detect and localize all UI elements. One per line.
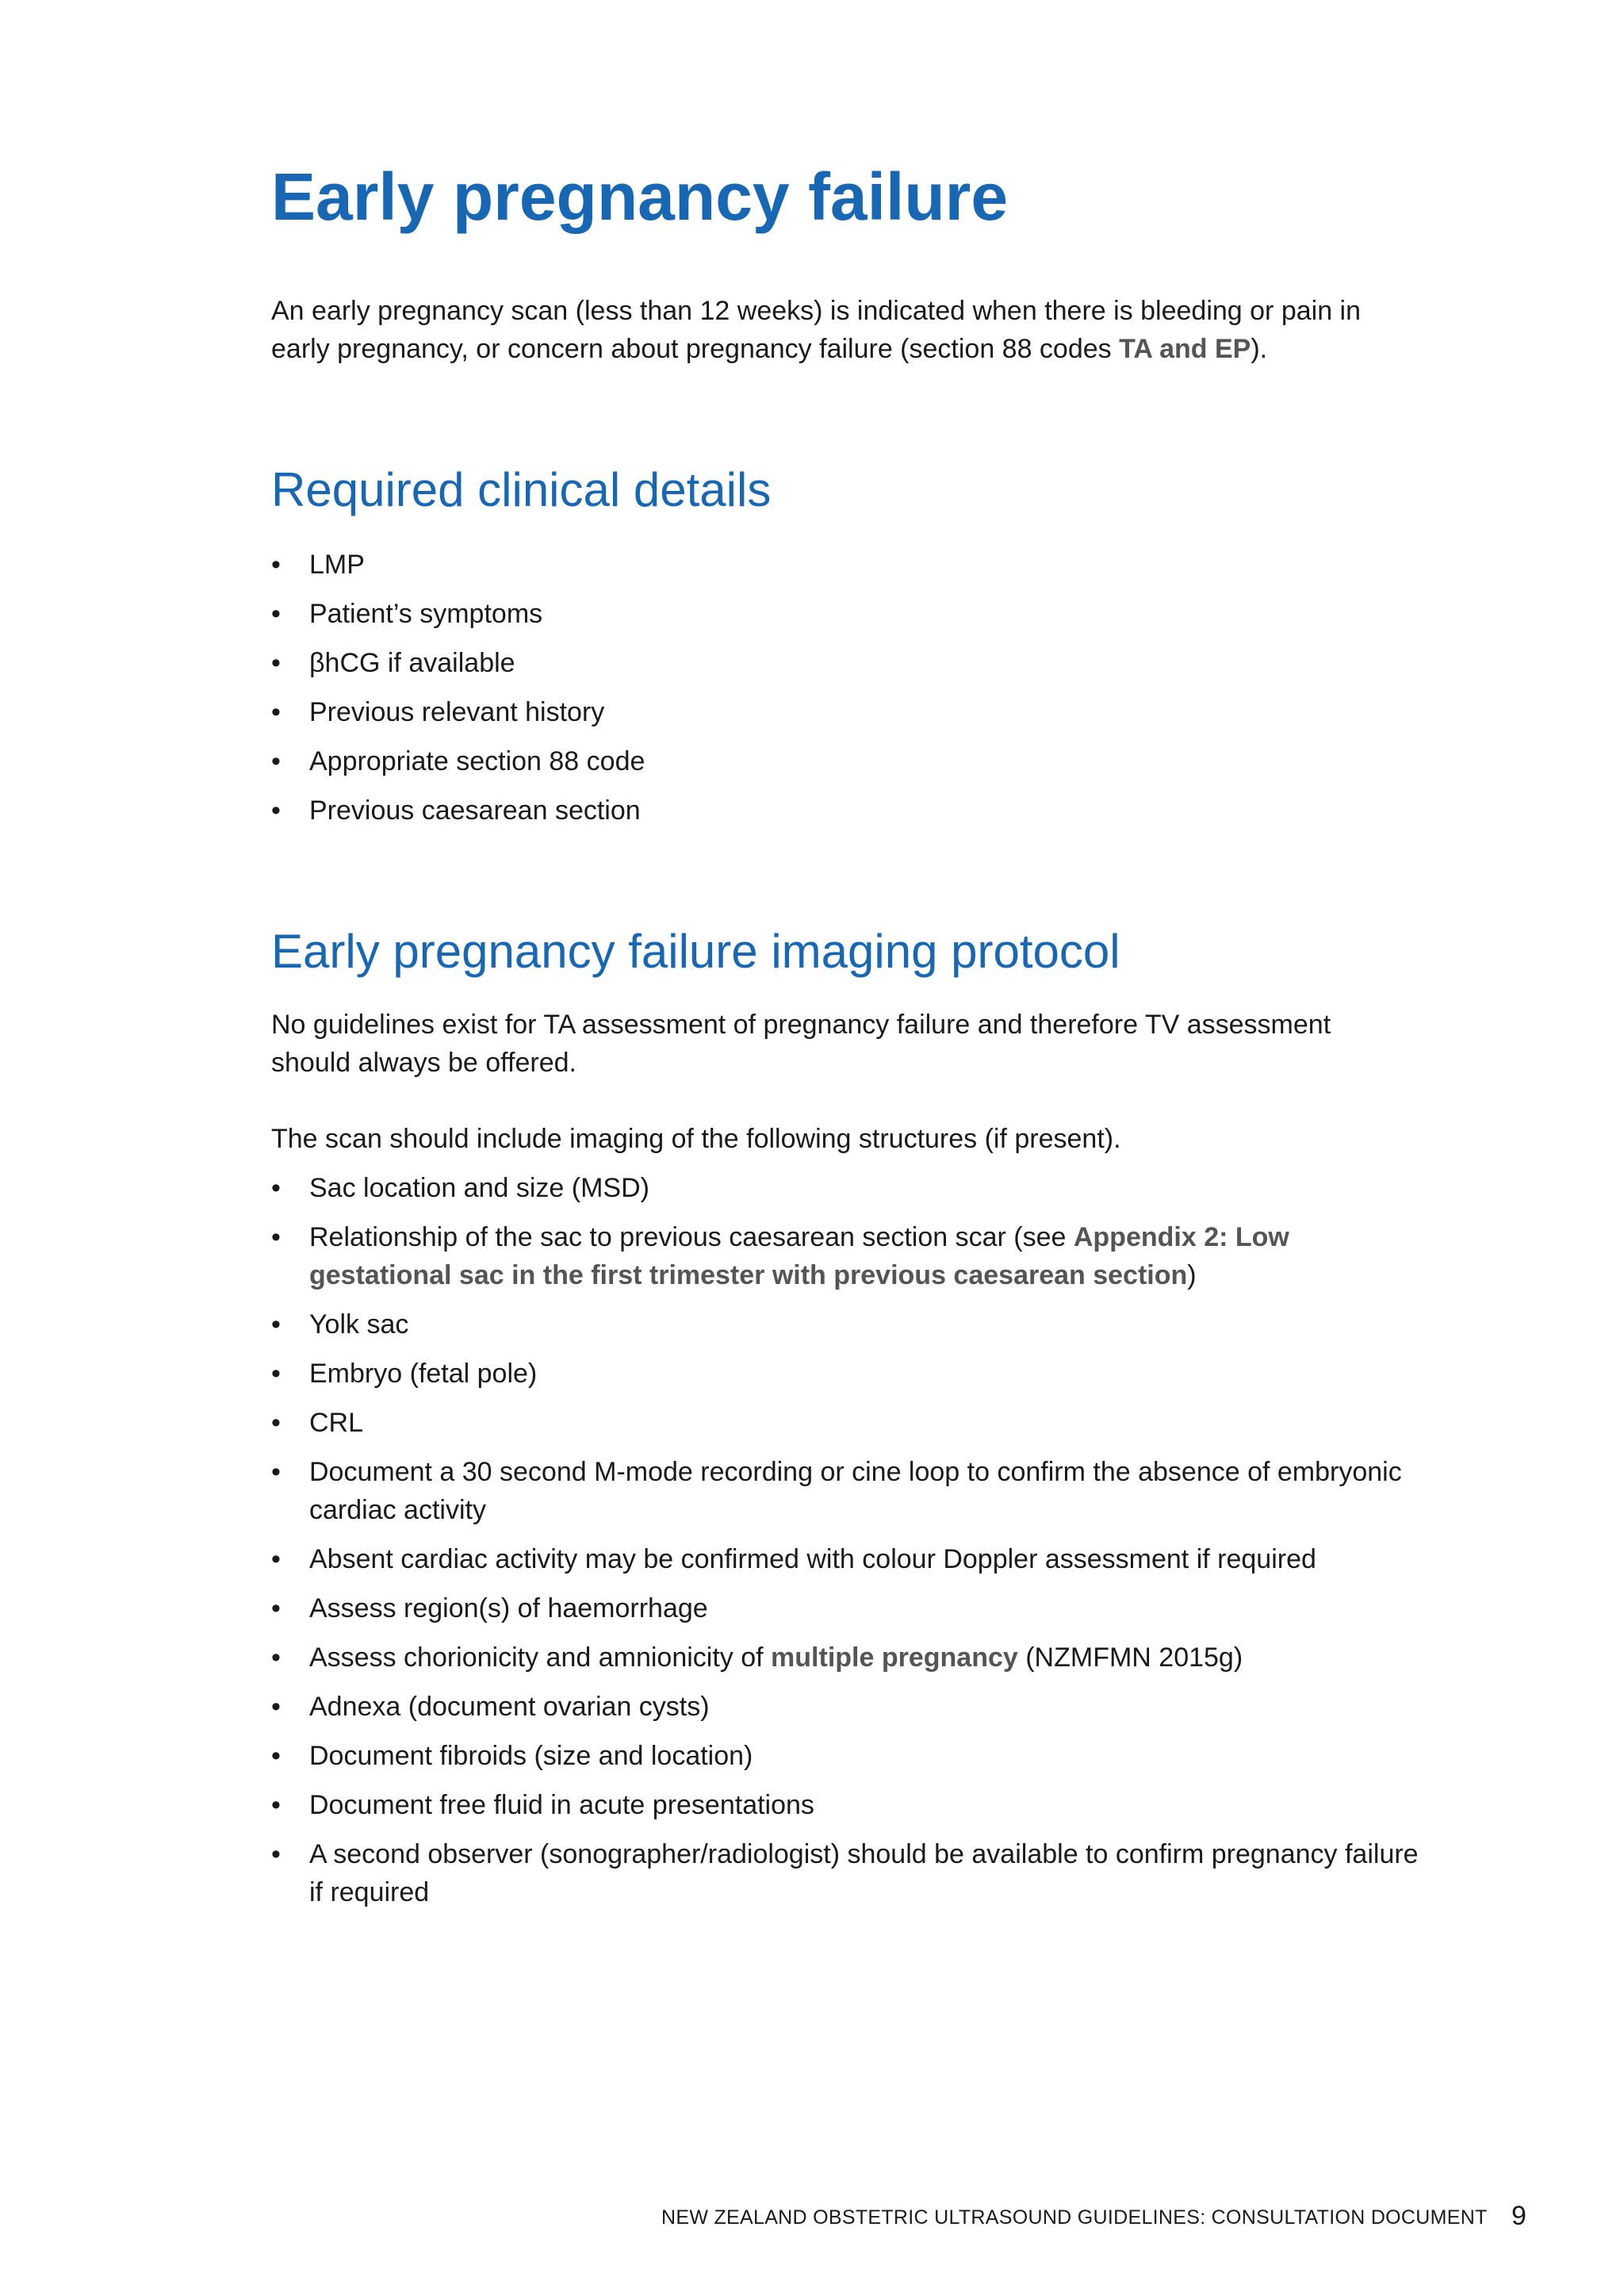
page-number: 9 (1511, 2201, 1526, 2231)
list-item (271, 1589, 1429, 1627)
list-item-text: Document a 30 second M-mode recording or cine loop to confirm the absence of embryonic cardiac activity (309, 1457, 1402, 1525)
bullet-icon: • (271, 1790, 281, 1820)
list-item (271, 1355, 1429, 1393)
list-item (271, 1169, 1429, 1207)
bullet-icon: • (271, 1642, 281, 1673)
list-item-text: LMP (309, 550, 365, 580)
list-item (271, 1218, 1429, 1294)
bullet-icon: • (271, 1544, 281, 1574)
intro-paragraph (271, 292, 1413, 368)
list-item-text: Adnexa (document ovarian cysts) (309, 1692, 710, 1722)
list-item-text: Assess region(s) of haemorrhage (309, 1593, 708, 1623)
list-item (271, 1786, 1429, 1824)
list-item (271, 1737, 1429, 1775)
bullet-icon: • (271, 1408, 281, 1438)
appendix-2-link[interactable]: Appendix 2: Low gestational sac in the first trimester with previous caesarean section (309, 1222, 1289, 1290)
list-item (271, 1540, 1429, 1578)
list-item-text-end: ) (1187, 1260, 1197, 1290)
bullet-icon: • (271, 599, 281, 629)
list-item (271, 693, 1429, 731)
protocol-paragraph-1: No guidelines exist for TA assessment of pregnancy failure and therefore TV assessment should always be offered. (271, 1010, 1331, 1078)
list-item (271, 1404, 1429, 1442)
list-item (271, 1835, 1429, 1911)
intro-text: An early pregnancy scan (less than 12 weeks) is indicated when there is bleeding or pain in early pregnancy, or concern about pregnancy failure (section 88 codes (271, 296, 1362, 364)
clinical-details-list (271, 546, 1429, 841)
bullet-icon: • (271, 795, 281, 826)
list-item (271, 1453, 1429, 1529)
page-footer: NEW ZEALAND OBSTETRIC ULTRASOUND GUIDELINES: CONSULTATION DOCUMENT (661, 2206, 1488, 2229)
list-item-text: Assess chorionicity and amnionicity of (309, 1642, 772, 1673)
list-item (271, 644, 1429, 682)
section-heading-imaging-protocol: Early pregnancy failure imaging protocol (271, 925, 1120, 978)
bullet-icon: • (271, 1692, 281, 1722)
imaging-structures-list (271, 1169, 1429, 1922)
list-item-text: A second observer (sonographer/radiologist) should be available to confirm pregnancy failure if required (309, 1839, 1419, 1907)
list-item-text: βhCG if available (309, 648, 515, 678)
protocol-paragraph-2: The scan should include imaging of the following structures (if present). (271, 1124, 1121, 1154)
intro-codes-link[interactable]: TA and EP (1119, 334, 1251, 364)
bullet-icon: • (271, 746, 281, 776)
list-item (271, 1639, 1429, 1677)
bullet-icon: • (271, 1222, 281, 1252)
list-item-text: Previous relevant history (309, 697, 605, 727)
list-item-text: Document free fluid in acute presentations (309, 1790, 814, 1820)
list-item-text: Document fibroids (size and location) (309, 1741, 753, 1771)
intro-text-end: ). (1251, 334, 1268, 364)
list-item-text: Embryo (fetal pole) (309, 1359, 538, 1389)
section-heading-clinical-details: Required clinical details (271, 463, 772, 516)
list-item-text: Previous caesarean section (309, 795, 641, 826)
list-item-text: Patient’s symptoms (309, 599, 543, 629)
list-item (271, 1305, 1429, 1343)
bullet-icon: • (271, 1457, 281, 1487)
list-item (271, 546, 1429, 584)
list-item-text: CRL (309, 1408, 364, 1438)
bullet-icon: • (271, 697, 281, 727)
bullet-icon: • (271, 1839, 281, 1869)
list-item-text: Relationship of the sac to previous caesarean section scar (see (309, 1222, 1074, 1252)
list-item-text: Absent cardiac activity may be confirmed with colour Doppler assessment if required (309, 1544, 1316, 1574)
list-item-text: Sac location and size (MSD) (309, 1173, 649, 1203)
bullet-icon: • (271, 1359, 281, 1389)
multiple-pregnancy-link[interactable]: multiple pregnancy (771, 1642, 1018, 1673)
list-item (271, 742, 1429, 780)
bullet-icon: • (271, 1741, 281, 1771)
list-item-text: Yolk sac (309, 1309, 409, 1340)
list-item-text: Appropriate section 88 code (309, 746, 645, 776)
list-item (271, 792, 1429, 830)
list-item (271, 1688, 1429, 1726)
bullet-icon: • (271, 1309, 281, 1340)
bullet-icon: • (271, 1173, 281, 1203)
bullet-icon: • (271, 648, 281, 678)
list-item-text-end: (NZMFMN 2015g) (1017, 1642, 1243, 1673)
bullet-icon: • (271, 550, 281, 580)
page-title: Early pregnancy failure (271, 159, 1009, 234)
list-item (271, 595, 1429, 633)
bullet-icon: • (271, 1593, 281, 1623)
